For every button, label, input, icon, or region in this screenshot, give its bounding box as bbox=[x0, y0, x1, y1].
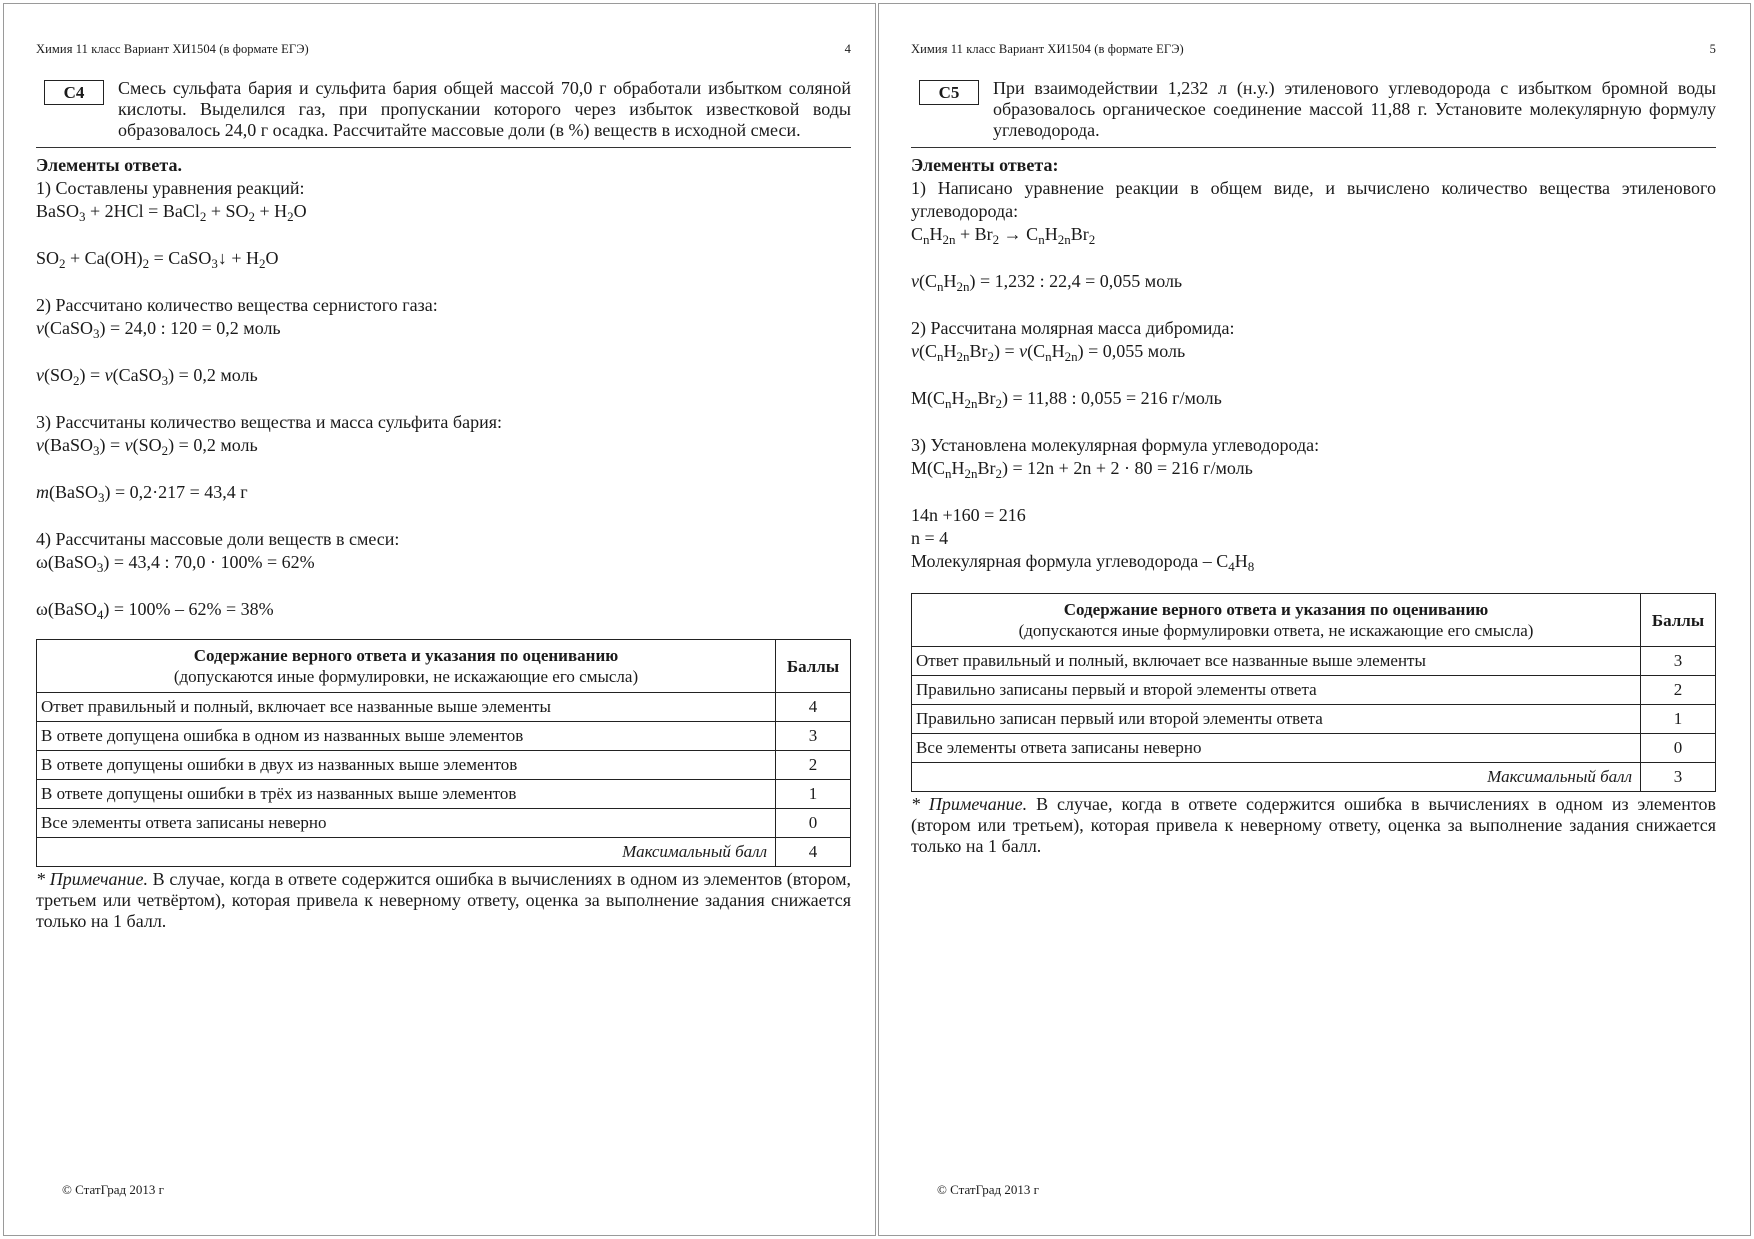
row-criterion: Все элементы ответа записаны неверно bbox=[37, 809, 776, 838]
spacer bbox=[36, 387, 851, 411]
page-right bbox=[878, 3, 1751, 1236]
row-points: 3 bbox=[776, 722, 851, 751]
step-1: 1) Написано уравнение реакции в общем виде, и вычислено количество вещества этиленового углеводорода: bbox=[911, 178, 1716, 221]
equation-1: BaSO$_3$ + 2HCl = BaCl$_2$ + $SO_2 + H_2O$ bbox=[36, 201, 307, 224]
equation-6: m(BaSO$_3$) = 0,2·217 = 43,4 г bbox=[36, 482, 248, 505]
row-criterion: В ответе допущены ошибки в трёх из названных выше элементов bbox=[37, 780, 776, 809]
table-max-row bbox=[912, 763, 1716, 792]
step-4: 4) Рассчитаны массовые доли веществ в смеси: bbox=[36, 529, 400, 549]
step-1: 1) Составлены уравнения реакций: bbox=[36, 178, 305, 198]
running-header bbox=[911, 42, 1716, 57]
row-points: 2 bbox=[1641, 676, 1716, 705]
spacer bbox=[36, 574, 851, 598]
table-header-row bbox=[37, 640, 851, 693]
spacer bbox=[911, 480, 1716, 504]
note bbox=[36, 869, 851, 932]
header-title: Химия 11 класс Вариант ХИ1504 (в формате ЕГЭ) bbox=[911, 42, 1184, 56]
running-header bbox=[36, 42, 851, 57]
table-header-points: Баллы bbox=[776, 640, 851, 693]
step-3: 3) Установлена молекулярная формула углеводорода: bbox=[911, 435, 1320, 455]
table-row bbox=[37, 693, 851, 722]
equation-2: $\nu(C_nH_{2n}) = 1,232$ : 22,4 = 0,055 моль bbox=[911, 271, 1183, 294]
scoring-table bbox=[36, 639, 851, 867]
equation-3: $\nu(C_nH_{2n}Br_2) = \nu(C_nH_{2n}) = 0,055$ моль bbox=[911, 341, 1186, 364]
max-score-value: 4 bbox=[776, 838, 851, 867]
max-score-label: Максимальный балл bbox=[912, 763, 1641, 792]
row-points: 2 bbox=[776, 751, 851, 780]
page-footer: © СтатГрад 2013 г bbox=[62, 1182, 164, 1197]
spacer bbox=[911, 246, 1716, 270]
row-criterion: Все элементы ответа записаны неверно bbox=[912, 734, 1641, 763]
equation-7: n = 4 bbox=[911, 528, 949, 548]
equation-7: ω(BaSO$_3$) = 43,4 : 70,0 · 100% = 62% bbox=[36, 552, 315, 575]
row-criterion: Ответ правильный и полный, включает все названные выше элементы bbox=[912, 647, 1641, 676]
spacer bbox=[911, 293, 1716, 317]
task-c4 bbox=[36, 78, 851, 932]
task-statement bbox=[36, 78, 851, 148]
scoring-table bbox=[911, 593, 1716, 792]
equation-1: $C_nH_{2n} + Br_2 \to C_nH_{2n}Br_2$ bbox=[911, 224, 1096, 247]
max-score-label: Максимальный балл bbox=[37, 838, 776, 867]
task-label: С5 bbox=[919, 80, 979, 105]
task-label: С4 bbox=[44, 80, 104, 105]
step-2: 2) Рассчитана молярная масса дибромида: bbox=[911, 318, 1235, 338]
row-points: 0 bbox=[1641, 734, 1716, 763]
page-number: 5 bbox=[1709, 42, 1716, 56]
task-c5 bbox=[911, 78, 1716, 857]
table-header-content bbox=[912, 594, 1641, 647]
max-score-value: 3 bbox=[1641, 763, 1716, 792]
table-row bbox=[37, 780, 851, 809]
row-criterion: Ответ правильный и полный, включает все названные выше элементы bbox=[37, 693, 776, 722]
note-text: В случае, когда в ответе содержится ошибка в вычислениях в одном из элементов (втором или третьем), которая привела к неверному ответу, оценка за выполнение задания снижается только на 1 балл. bbox=[911, 794, 1716, 856]
answer-heading: Элементы ответа: bbox=[911, 155, 1059, 175]
row-criterion: Правильно записаны первый и второй элементы ответа bbox=[912, 676, 1641, 705]
equation-4: $\nu(SO_2)$ = ν(CaSO$_3$) = 0,2 моль bbox=[36, 365, 258, 388]
task-text: Смесь сульфата бария и сульфита бария общей массой 70,0 г обработали избытком соляной кислоты. Выделился газ, при пропускании которого через избыток известковой воды образовалось 24,0 г осадка. Рассчитайте массовые доли (в %) веществ в исходной смеси. bbox=[118, 78, 851, 140]
table-header-title: Содержание верного ответа и указания по оцениванию bbox=[1063, 600, 1489, 619]
answer-heading: Элементы ответа. bbox=[36, 155, 182, 175]
spacer bbox=[36, 270, 851, 294]
task-text: При взаимодействии 1,232 л (н.у.) этиленового углеводорода с избытком бромной воды образовалось органическое соединение массой 11,88 г. Установите молекулярную формулу углеводорода. bbox=[993, 78, 1716, 140]
note-label: * Примечание. bbox=[911, 794, 1028, 814]
page-footer: © СтатГрад 2013 г bbox=[937, 1182, 1039, 1197]
row-criterion: В ответе допущена ошибка в одном из названных выше элементов bbox=[37, 722, 776, 751]
note-text: В случае, когда в ответе содержится ошибка в вычислениях в одном из элементов (втором, третьем или четвёртом), которая привела к неверному ответу, оценка за выполнение задания снижается только на 1 балл. bbox=[36, 869, 852, 931]
task-statement bbox=[911, 78, 1716, 148]
spacer bbox=[36, 457, 851, 481]
table-row bbox=[37, 809, 851, 838]
spacer bbox=[36, 504, 851, 528]
table-header-note: (допускаются иные формулировки, не искажающие его смысла) bbox=[173, 667, 639, 686]
note-label: * Примечание. bbox=[36, 869, 148, 889]
step-2: 2) Рассчитано количество вещества сернистого газа: bbox=[36, 295, 438, 315]
spacer bbox=[36, 223, 851, 247]
row-points: 1 bbox=[776, 780, 851, 809]
row-criterion: В ответе допущены ошибки в двух из названных выше элементов bbox=[37, 751, 776, 780]
equation-5: ν(BaSO$_3$) = $\nu(SO_2) = 0,2$ моль bbox=[36, 435, 258, 458]
note bbox=[911, 794, 1716, 857]
row-points: 4 bbox=[776, 693, 851, 722]
answer-elements bbox=[36, 154, 851, 621]
table-row bbox=[37, 751, 851, 780]
equation-4: $M(C_nH_{2n}Br_2) = 11,88$ : 0,055 = 216 г/моль bbox=[911, 388, 1222, 411]
page-number: 4 bbox=[844, 42, 851, 56]
table-row bbox=[912, 705, 1716, 734]
row-points: 3 bbox=[1641, 647, 1716, 676]
equation-5: $M(C_nH_{2n}Br_2) = 12n + 2n + 2 \cdot 80 = 216$ г/моль bbox=[911, 458, 1253, 481]
table-row bbox=[37, 722, 851, 751]
spacer bbox=[911, 410, 1716, 434]
equation-2: $SO_2 + Ca(OH)_2$ = CaSO$_3$↓ + $H_2O$ bbox=[36, 248, 279, 271]
table-header-points: Баллы bbox=[1641, 594, 1716, 647]
equation-8: ω(BaSO$_4$) = 100% – 62% = 38% bbox=[36, 599, 274, 622]
table-row bbox=[912, 734, 1716, 763]
table-header-row bbox=[912, 594, 1716, 647]
spacer bbox=[911, 363, 1716, 387]
row-points: 0 bbox=[776, 809, 851, 838]
row-criterion: Правильно записан первый или второй элементы ответа bbox=[912, 705, 1641, 734]
row-points: 1 bbox=[1641, 705, 1716, 734]
spacer bbox=[36, 340, 851, 364]
page-left bbox=[3, 3, 876, 1236]
table-max-row bbox=[37, 838, 851, 867]
answer-elements bbox=[911, 154, 1716, 573]
header-title: Химия 11 класс Вариант ХИ1504 (в формате ЕГЭ) bbox=[36, 42, 309, 56]
table-row bbox=[912, 647, 1716, 676]
table-header-title: Содержание верного ответа и указания по оцениванию bbox=[193, 646, 619, 665]
table-header-content bbox=[37, 640, 776, 693]
table-header-note: (допускаются иные формулировки ответа, не искажающие его смысла) bbox=[1018, 621, 1534, 640]
equation-3: ν(CaSO$_3$) = 24,0 : 120 = 0,2 моль bbox=[36, 318, 281, 341]
table-row bbox=[912, 676, 1716, 705]
equation-6: 14n +160 = 216 bbox=[911, 505, 1026, 525]
step-3: 3) Рассчитаны количество вещества и масса сульфита бария: bbox=[36, 412, 502, 432]
equation-8: Молекулярная формула углеводорода – $C_4H_8$ bbox=[911, 551, 1255, 574]
